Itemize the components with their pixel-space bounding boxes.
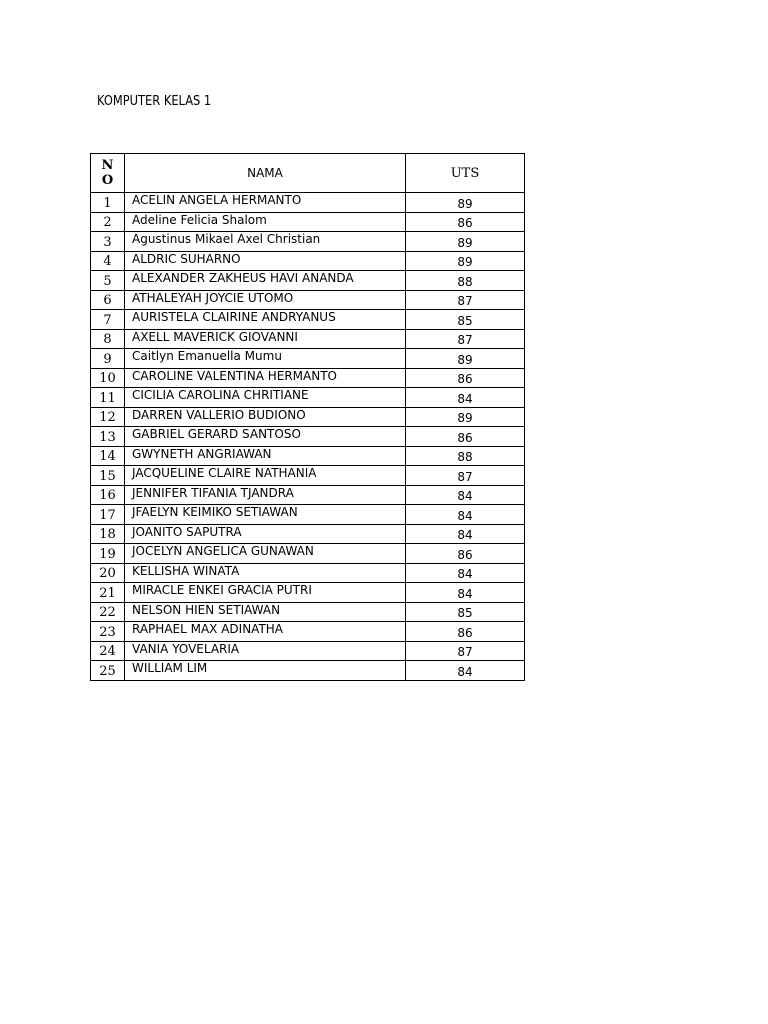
row-number: 15 — [91, 466, 125, 486]
table-row — [91, 661, 525, 681]
student-name: ALDRIC SUHARNO — [125, 251, 406, 271]
row-number: 25 — [91, 661, 125, 681]
student-name: WILLIAM LIM — [125, 661, 406, 681]
row-number: 9 — [91, 349, 125, 369]
student-name: RAPHAEL MAX ADINATHA — [125, 622, 406, 642]
row-number: 19 — [91, 544, 125, 564]
table-row — [91, 505, 525, 525]
uts-score: 84 — [406, 505, 525, 525]
student-name: VANIA YOVELARIA — [125, 641, 406, 661]
table-body — [91, 193, 525, 681]
uts-score: 86 — [406, 544, 525, 564]
uts-score: 87 — [406, 641, 525, 661]
table-row — [91, 602, 525, 622]
student-name: ACELIN ANGELA HERMANTO — [125, 193, 406, 213]
row-number: 8 — [91, 329, 125, 349]
header-uts: UTS — [406, 154, 525, 193]
student-name: JENNIFER TIFANIA TJANDRA — [125, 485, 406, 505]
student-name: DARREN VALLERIO BUDIONO — [125, 407, 406, 427]
student-name: JFAELYN KEIMIKO SETIAWAN — [125, 505, 406, 525]
table-row — [91, 349, 525, 369]
table-row — [91, 485, 525, 505]
header-no-line-1: N — [101, 158, 114, 173]
row-number: 3 — [91, 232, 125, 252]
table-row — [91, 290, 525, 310]
student-name: MIRACLE ENKEI GRACIA PUTRI — [125, 583, 406, 603]
student-name: CAROLINE VALENTINA HERMANTO — [125, 368, 406, 388]
row-number: 13 — [91, 427, 125, 447]
student-name: KELLISHA WINATA — [125, 563, 406, 583]
uts-score: 84 — [406, 388, 525, 408]
row-number: 12 — [91, 407, 125, 427]
row-number: 21 — [91, 583, 125, 603]
uts-score: 88 — [406, 271, 525, 291]
uts-score: 84 — [406, 583, 525, 603]
table-row — [91, 193, 525, 213]
table-row — [91, 641, 525, 661]
table-row — [91, 622, 525, 642]
row-number: 6 — [91, 290, 125, 310]
header-row — [91, 154, 525, 193]
table-row — [91, 388, 525, 408]
student-name: AXELL MAVERICK GIOVANNI — [125, 329, 406, 349]
uts-score: 84 — [406, 661, 525, 681]
table-row — [91, 427, 525, 447]
uts-score: 86 — [406, 622, 525, 642]
student-name: Adeline Felicia Shalom — [125, 212, 406, 232]
uts-score: 86 — [406, 212, 525, 232]
row-number: 7 — [91, 310, 125, 330]
header-no-line-2: O — [101, 173, 114, 188]
row-number: 23 — [91, 622, 125, 642]
student-name: Agustinus Mikael Axel Christian — [125, 232, 406, 252]
uts-score: 84 — [406, 563, 525, 583]
table-row — [91, 446, 525, 466]
uts-score: 88 — [406, 446, 525, 466]
row-number: 24 — [91, 641, 125, 661]
student-name: JOCELYN ANGELICA GUNAWAN — [125, 544, 406, 564]
header-name: NAMA — [125, 154, 406, 193]
row-number: 1 — [91, 193, 125, 213]
table-row — [91, 407, 525, 427]
uts-score: 85 — [406, 310, 525, 330]
table-row — [91, 544, 525, 564]
row-number: 16 — [91, 485, 125, 505]
table-row — [91, 251, 525, 271]
uts-score: 89 — [406, 232, 525, 252]
uts-score: 89 — [406, 349, 525, 369]
row-number: 20 — [91, 563, 125, 583]
row-number: 14 — [91, 446, 125, 466]
row-number: 18 — [91, 524, 125, 544]
table-row — [91, 310, 525, 330]
student-name: ALEXANDER ZAKHEUS HAVI ANANDA — [125, 271, 406, 291]
student-name: GWYNETH ANGRIAWAN — [125, 446, 406, 466]
uts-score: 85 — [406, 602, 525, 622]
row-number: 11 — [91, 388, 125, 408]
table-row — [91, 583, 525, 603]
uts-score: 86 — [406, 427, 525, 447]
student-name: AURISTELA CLAIRINE ANDRYANUS — [125, 310, 406, 330]
row-number: 22 — [91, 602, 125, 622]
student-name: NELSON HIEN SETIAWAN — [125, 602, 406, 622]
uts-score: 84 — [406, 524, 525, 544]
table-row — [91, 329, 525, 349]
student-name: Caitlyn Emanuella Mumu — [125, 349, 406, 369]
table-row — [91, 368, 525, 388]
table-row — [91, 212, 525, 232]
row-number: 17 — [91, 505, 125, 525]
table-row — [91, 271, 525, 291]
table-row — [91, 524, 525, 544]
table-row — [91, 563, 525, 583]
row-number: 5 — [91, 271, 125, 291]
table-header — [91, 154, 525, 193]
document-title: KOMPUTER KELAS 1 — [97, 94, 212, 109]
table-row — [91, 232, 525, 252]
uts-score: 89 — [406, 193, 525, 213]
uts-score: 84 — [406, 485, 525, 505]
row-number: 4 — [91, 251, 125, 271]
uts-score: 89 — [406, 407, 525, 427]
student-name: CICILIA CAROLINA CHRITIANE — [125, 388, 406, 408]
student-name: ATHALEYAH JOYCIE UTOMO — [125, 290, 406, 310]
student-name: GABRIEL GERARD SANTOSO — [125, 427, 406, 447]
uts-score: 87 — [406, 329, 525, 349]
uts-score: 87 — [406, 466, 525, 486]
uts-score: 87 — [406, 290, 525, 310]
uts-score: 86 — [406, 368, 525, 388]
table-row — [91, 466, 525, 486]
uts-score: 89 — [406, 251, 525, 271]
header-no — [91, 154, 125, 193]
row-number: 10 — [91, 368, 125, 388]
row-number: 2 — [91, 212, 125, 232]
grades-table — [90, 153, 525, 681]
student-name: JACQUELINE CLAIRE NATHANIA — [125, 466, 406, 486]
student-name: JOANITO SAPUTRA — [125, 524, 406, 544]
